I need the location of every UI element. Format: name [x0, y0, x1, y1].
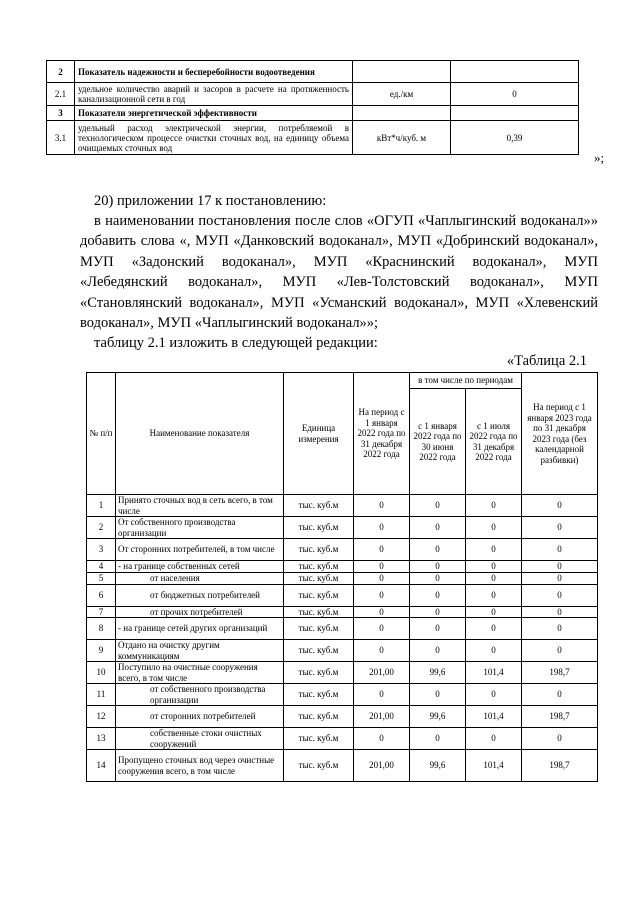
- header-second-half: с 1 июля 2022 года по 31 декабря 2022 года: [466, 389, 522, 495]
- indicators-table: [46, 60, 579, 155]
- row-number: 4: [87, 561, 116, 573]
- value-2022: 0: [354, 584, 410, 606]
- indicator-number: 3.1: [47, 121, 75, 155]
- header-period-2023: На период с 1 января 2023 года по 31 декабря 2023 года (без календарной разбивки): [522, 373, 598, 495]
- value-second-half: 101,4: [466, 750, 522, 782]
- value-2022: 0: [354, 495, 410, 517]
- value-2022: 0: [354, 561, 410, 573]
- indicator-number: 2.1: [47, 83, 75, 106]
- value-first-half: 0: [410, 728, 466, 750]
- value-second-half: 0: [466, 539, 522, 561]
- amendment-paragraph: в наименовании постановления после слов «ОГУП «Чаплыгинский водоканал»» добавить слова «, МУП «Данковский водоканал», МУП «Добринский водоканал», МУП «Задонский водоканал», МУП «Краснинский водоканал», МУП «Лебедянский водоканал», МУП «Лев-Толстовский водоканал», МУП «Становлянский водоканал», МУП «Усманский водоканал», МУП «Хлевенский водоканал», МУП «Чаплыгинский водоканал»»;: [80, 213, 598, 332]
- row-unit: тыс. куб.м: [284, 618, 354, 640]
- table-row: [87, 572, 598, 584]
- value-second-half: 0: [466, 606, 522, 618]
- row-number: 1: [87, 495, 116, 517]
- value-first-half: 0: [410, 539, 466, 561]
- header-unit: Единица измерения: [284, 373, 354, 495]
- indicator-unit: [353, 61, 451, 83]
- row-number: 8: [87, 618, 116, 640]
- indicator-value: [451, 106, 579, 121]
- table-header: [87, 373, 598, 495]
- row-unit: тыс. куб.м: [284, 539, 354, 561]
- row-number: 2: [87, 517, 116, 539]
- value-2023: 0: [522, 584, 598, 606]
- header-name: Наименование показателя: [116, 373, 284, 495]
- row-unit: тыс. куб.м: [284, 517, 354, 539]
- table-row: [87, 495, 598, 517]
- row-unit: тыс. куб.м: [284, 495, 354, 517]
- value-2022: 0: [354, 539, 410, 561]
- table-row: [87, 606, 598, 618]
- value-first-half: 0: [410, 561, 466, 573]
- table-row: [87, 706, 598, 728]
- table-row: [87, 640, 598, 662]
- indicator-number: 2: [47, 61, 75, 83]
- value-second-half: 0: [466, 728, 522, 750]
- row-number: 9: [87, 640, 116, 662]
- row-number: 3: [87, 539, 116, 561]
- value-first-half: 0: [410, 640, 466, 662]
- value-second-half: 101,4: [466, 662, 522, 684]
- table-row: [87, 684, 598, 706]
- value-2023: 198,7: [522, 662, 598, 684]
- value-2023: 0: [522, 495, 598, 517]
- value-first-half: 0: [410, 618, 466, 640]
- table-row: [87, 750, 598, 782]
- value-first-half: 0: [410, 495, 466, 517]
- row-name: Поступило на очистные сооружения всего, в том числе: [116, 662, 284, 684]
- row-name: От сторонних потребителей, в том числе: [116, 539, 284, 561]
- value-2023: 0: [522, 728, 598, 750]
- row-name: Принято сточных вод в сеть всего, в том числе: [116, 495, 284, 517]
- value-2023: 0: [522, 618, 598, 640]
- table-caption: «Таблица 2.1: [506, 353, 587, 369]
- row-name: от сторонних потребителей: [116, 706, 284, 728]
- value-2023: 198,7: [522, 706, 598, 728]
- value-first-half: 99,6: [410, 750, 466, 782]
- row-number: 6: [87, 584, 116, 606]
- indicator-name: Показатели энергетической эффективности: [75, 106, 353, 121]
- indicator-row: [47, 61, 579, 83]
- value-second-half: 0: [466, 584, 522, 606]
- value-2023: 198,7: [522, 750, 598, 782]
- indicator-name: Показатель надежности и бесперебойности водоотведения: [75, 61, 353, 83]
- value-2022: 201,00: [354, 662, 410, 684]
- row-unit: тыс. куб.м: [284, 640, 354, 662]
- indicator-number: 3: [47, 106, 75, 121]
- row-unit: тыс. куб.м: [284, 728, 354, 750]
- row-number: 10: [87, 662, 116, 684]
- header-num: № п/п: [87, 373, 116, 495]
- row-number: 11: [87, 684, 116, 706]
- row-name: от собственного производства организации: [116, 684, 284, 706]
- value-first-half: 0: [410, 606, 466, 618]
- value-2022: 0: [354, 572, 410, 584]
- value-2023: 0: [522, 539, 598, 561]
- row-unit: тыс. куб.м: [284, 606, 354, 618]
- amendment-point-20: 20) приложении 17 к постановлению:: [94, 193, 327, 209]
- table-row: [87, 517, 598, 539]
- table-row: [87, 618, 598, 640]
- value-2022: 0: [354, 618, 410, 640]
- value-2022: 0: [354, 728, 410, 750]
- value-second-half: 0: [466, 495, 522, 517]
- row-unit: тыс. куб.м: [284, 662, 354, 684]
- row-unit: тыс. куб.м: [284, 684, 354, 706]
- value-first-half: 0: [410, 517, 466, 539]
- value-2023: 0: [522, 606, 598, 618]
- row-unit: тыс. куб.м: [284, 561, 354, 573]
- value-first-half: 0: [410, 584, 466, 606]
- table-row: [87, 728, 598, 750]
- row-number: 7: [87, 606, 116, 618]
- header-first-half: с 1 января 2022 года по 30 июня 2022 года: [410, 389, 466, 495]
- table-instruction: таблицу 2.1 изложить в следующей редакции:: [94, 335, 378, 351]
- value-2022: 201,00: [354, 706, 410, 728]
- row-number: 12: [87, 706, 116, 728]
- table-row: [87, 539, 598, 561]
- indicator-value: [451, 61, 579, 83]
- indicator-row: [47, 121, 579, 155]
- value-second-half: 101,4: [466, 706, 522, 728]
- indicator-name: удельный расход электрической энергии, потребляемой в технологическом процессе очистки сточных вод, на единицу объема очищаемых сточных вод: [75, 121, 353, 155]
- value-2023: 0: [522, 640, 598, 662]
- value-2023: 0: [522, 572, 598, 584]
- row-name: собственные стоки очистных сооружений: [116, 728, 284, 750]
- row-name: от прочих потребителей: [116, 606, 284, 618]
- row-number: 5: [87, 572, 116, 584]
- header-subperiods: в том числе по периодам: [410, 373, 522, 389]
- row-unit: тыс. куб.м: [284, 572, 354, 584]
- table-row: [87, 662, 598, 684]
- row-name: - на границе собственных сетей: [116, 561, 284, 573]
- value-first-half: 99,6: [410, 662, 466, 684]
- indicator-row: [47, 83, 579, 106]
- indicator-name: удельное количество аварий и засоров в расчете на протяженность канализационной сети в год: [75, 83, 353, 106]
- value-second-half: 0: [466, 561, 522, 573]
- row-name: От собственного производства организации: [116, 517, 284, 539]
- indicator-unit: ед./км: [353, 83, 451, 106]
- indicator-unit: [353, 106, 451, 121]
- indicator-value: 0: [451, 83, 579, 106]
- value-second-half: 0: [466, 640, 522, 662]
- row-unit: тыс. куб.м: [284, 584, 354, 606]
- closing-quote: »;: [594, 150, 605, 165]
- header-period-2022: На период с 1 января 2022 года по 31 декабря 2022 года: [354, 373, 410, 495]
- row-name: Пропущено сточных вод через очистные сооружения всего, в том числе: [116, 750, 284, 782]
- row-name: - на границе сетей других организаций: [116, 618, 284, 640]
- value-second-half: 0: [466, 572, 522, 584]
- table-row: [87, 584, 598, 606]
- value-2022: 0: [354, 517, 410, 539]
- value-second-half: 0: [466, 618, 522, 640]
- value-2022: 0: [354, 684, 410, 706]
- value-2022: 0: [354, 606, 410, 618]
- table-row: [87, 561, 598, 573]
- table-body: [87, 495, 598, 782]
- value-2023: 0: [522, 561, 598, 573]
- value-first-half: 0: [410, 572, 466, 584]
- value-2023: 0: [522, 517, 598, 539]
- value-first-half: 99,6: [410, 706, 466, 728]
- value-2022: 201,00: [354, 750, 410, 782]
- indicator-unit: кВт*ч/куб. м: [353, 121, 451, 155]
- row-name: от бюджетных потребителей: [116, 584, 284, 606]
- indicator-value: 0,39: [451, 121, 579, 155]
- row-name: от населения: [116, 572, 284, 584]
- value-second-half: 0: [466, 517, 522, 539]
- value-2023: 0: [522, 684, 598, 706]
- indicators-table-body: [47, 61, 579, 155]
- row-unit: тыс. куб.м: [284, 750, 354, 782]
- value-second-half: 0: [466, 684, 522, 706]
- row-number: 14: [87, 750, 116, 782]
- wastewater-volume-table: [86, 372, 598, 782]
- row-unit: тыс. куб.м: [284, 706, 354, 728]
- value-2022: 0: [354, 640, 410, 662]
- row-name: Отдано на очистку другим коммуникациям: [116, 640, 284, 662]
- row-number: 13: [87, 728, 116, 750]
- indicator-row: [47, 106, 579, 121]
- value-first-half: 0: [410, 684, 466, 706]
